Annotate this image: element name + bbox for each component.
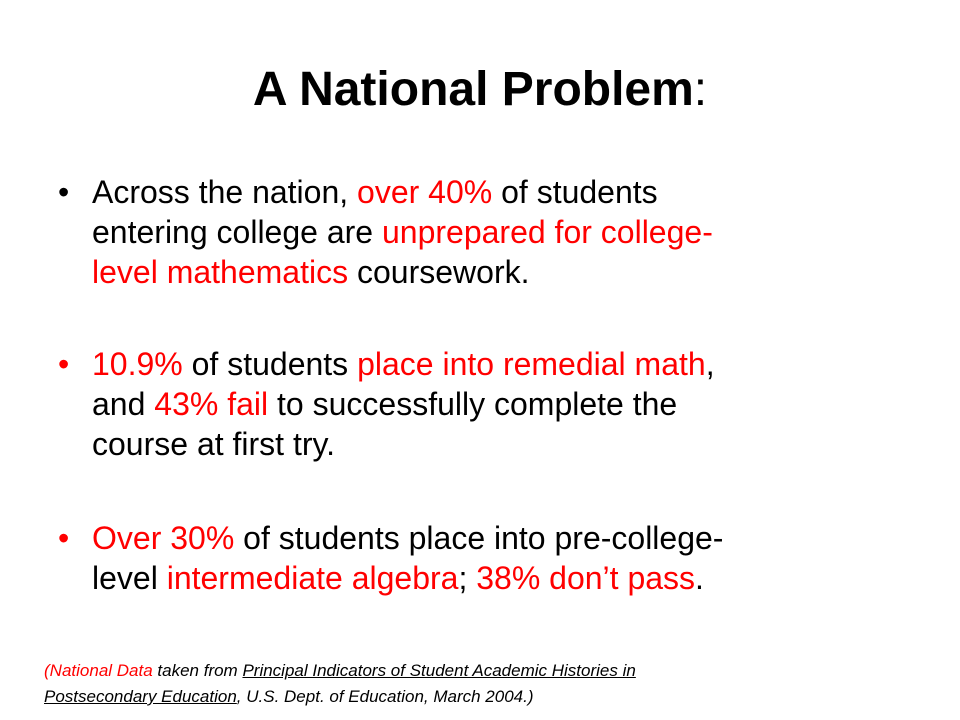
bullet-line (92, 558, 932, 598)
highlight-text: intermediate algebra (166, 560, 459, 596)
highlight-text: over 40% (357, 174, 493, 210)
text-run: of students (492, 174, 658, 210)
text-run: of students (182, 346, 358, 382)
footnote-text: , U.S. Dept. of Education, March 2004.) (236, 687, 534, 706)
text-run: to successfully complete the (268, 386, 678, 422)
bullet-line (92, 384, 932, 424)
highlight-text: unprepared for college- (381, 214, 713, 250)
source-title: Postsecondary Education (44, 687, 237, 706)
slide-title-text: A National Problem (252, 63, 694, 116)
text-run: level (92, 560, 167, 596)
highlight-text: level mathematics (92, 254, 349, 290)
highlight-text: 10.9% (92, 346, 183, 382)
bullet-line (92, 344, 932, 384)
text-run: entering college are (92, 214, 382, 250)
text-run: Across the nation, (92, 174, 358, 210)
bullet-text (92, 172, 932, 292)
bullet-line (92, 172, 932, 212)
slide-title-colon: : (693, 63, 708, 116)
bullet-line (92, 424, 932, 464)
bullet-line (92, 212, 932, 252)
text-run: course at first try. (92, 426, 336, 462)
bullet-icon: • (58, 346, 70, 382)
source-footnote (44, 658, 934, 710)
text-run: . (695, 560, 704, 596)
bullet-icon: • (58, 174, 70, 210)
bullet-line (92, 252, 932, 292)
bullet-text (92, 344, 932, 464)
bullet-text (92, 518, 932, 598)
footnote-text: taken from (152, 661, 243, 680)
highlight-text: 38% don’t pass (476, 560, 696, 596)
text-run: coursework. (348, 254, 530, 290)
text-run: ; (458, 560, 477, 596)
text-run: and (92, 386, 155, 422)
highlight-text: 43% fail (154, 386, 269, 422)
highlight-text: place into remedial math (357, 346, 706, 382)
bullet-line (92, 518, 932, 558)
text-run: , (705, 346, 715, 382)
footnote-open-paren: ( (44, 661, 50, 680)
highlight-text: Over 30% (92, 520, 235, 556)
footnote-line (44, 684, 934, 710)
text-run: of students place into pre-college- (234, 520, 724, 556)
footnote-line (44, 658, 934, 684)
bullet-icon: • (58, 520, 70, 556)
source-title: Principal Indicators of Student Academic Histories in (242, 661, 636, 680)
footnote-highlight: National Data (49, 661, 153, 680)
